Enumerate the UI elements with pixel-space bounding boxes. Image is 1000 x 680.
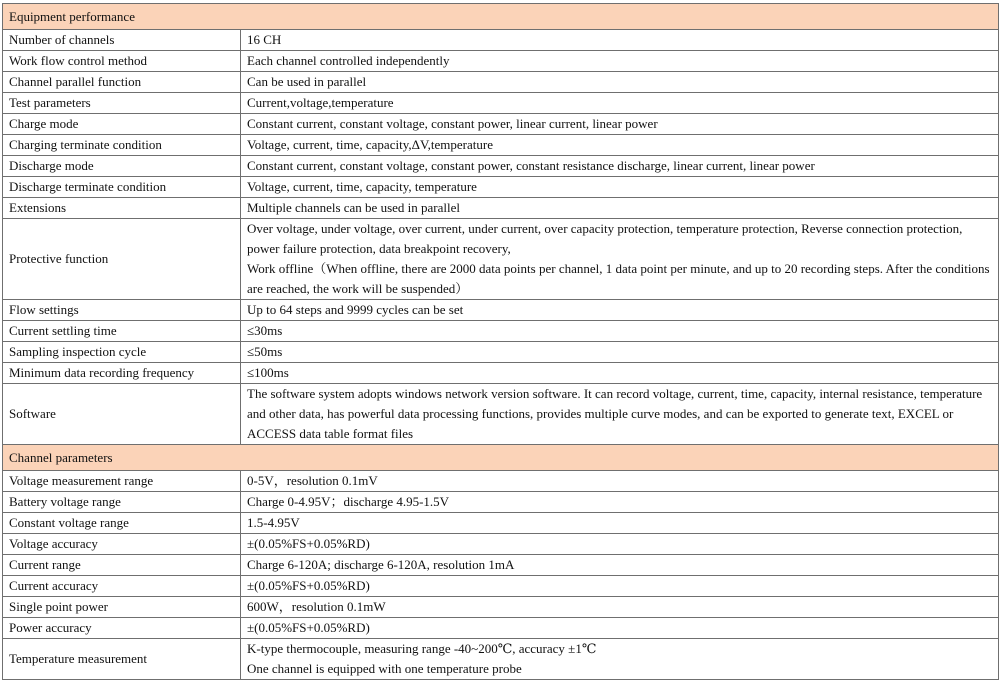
parameter-value: Charge 0-4.95V；discharge 4.95-1.5V <box>241 492 999 513</box>
parameter-value: ±(0.05%FS+0.05%RD) <box>241 618 999 639</box>
table-row <box>3 321 999 342</box>
spec-table <box>2 3 999 680</box>
parameter-label: Current range <box>3 555 241 576</box>
parameter-value: Voltage, current, time, capacity, temperature <box>241 177 999 198</box>
parameter-label: Single point power <box>3 597 241 618</box>
parameter-label: Minimum data recording frequency <box>3 363 241 384</box>
parameter-label: Flow settings <box>3 300 241 321</box>
table-row <box>3 51 999 72</box>
table-row <box>3 597 999 618</box>
parameter-value: ≤50ms <box>241 342 999 363</box>
section-title: Equipment performance <box>3 4 999 30</box>
parameter-label: Temperature measurement <box>3 639 241 680</box>
parameter-label: Discharge mode <box>3 156 241 177</box>
parameter-value: Each channel controlled independently <box>241 51 999 72</box>
parameter-label: Test parameters <box>3 93 241 114</box>
parameter-value: Over voltage, under voltage, over current, under current, over capacity protection, temperature protection, Reverse connection protection, power failure protection, data breakpoint recovery, Work offline（When offline, there are 2000 data points per channel, 1 data point per minute, and up to 20 recording steps. After the conditions are reached, the work will be suspended） <box>241 219 999 300</box>
parameter-value: 600W，resolution 0.1mW <box>241 597 999 618</box>
table-row <box>3 156 999 177</box>
section-header <box>3 4 999 30</box>
table-row <box>3 72 999 93</box>
table-row <box>3 471 999 492</box>
table-row <box>3 219 999 300</box>
parameter-label: Sampling inspection cycle <box>3 342 241 363</box>
spec-table-body <box>3 4 999 680</box>
table-row <box>3 534 999 555</box>
parameter-label: Channel parallel function <box>3 72 241 93</box>
table-row <box>3 198 999 219</box>
parameter-value: ≤100ms <box>241 363 999 384</box>
parameter-label: Battery voltage range <box>3 492 241 513</box>
table-row <box>3 384 999 445</box>
table-row <box>3 30 999 51</box>
parameter-label: Charging terminate condition <box>3 135 241 156</box>
parameter-value: Up to 64 steps and 9999 cycles can be set <box>241 300 999 321</box>
parameter-label: Work flow control method <box>3 51 241 72</box>
table-row <box>3 639 999 680</box>
parameter-label: Software <box>3 384 241 445</box>
table-row <box>3 93 999 114</box>
parameter-label: Charge mode <box>3 114 241 135</box>
parameter-label: Discharge terminate condition <box>3 177 241 198</box>
table-row <box>3 492 999 513</box>
table-row <box>3 342 999 363</box>
table-row <box>3 576 999 597</box>
parameter-label: Extensions <box>3 198 241 219</box>
parameter-value: Multiple channels can be used in parallel <box>241 198 999 219</box>
parameter-label: Voltage accuracy <box>3 534 241 555</box>
table-row <box>3 618 999 639</box>
table-row <box>3 177 999 198</box>
parameter-label: Number of channels <box>3 30 241 51</box>
section-header <box>3 445 999 471</box>
parameter-value: Constant current, constant voltage, constant power, linear current, linear power <box>241 114 999 135</box>
parameter-value: ≤30ms <box>241 321 999 342</box>
parameter-value: 1.5-4.95V <box>241 513 999 534</box>
parameter-value: Current,voltage,temperature <box>241 93 999 114</box>
section-title: Channel parameters <box>3 445 999 471</box>
parameter-value: K-type thermocouple, measuring range -40~200℃, accuracy ±1℃ One channel is equipped with one temperature probe <box>241 639 999 680</box>
table-row <box>3 300 999 321</box>
table-row <box>3 555 999 576</box>
parameter-label: Current accuracy <box>3 576 241 597</box>
parameter-value: 16 CH <box>241 30 999 51</box>
parameter-value: ±(0.05%FS+0.05%RD) <box>241 534 999 555</box>
parameter-value: Can be used in parallel <box>241 72 999 93</box>
table-row <box>3 363 999 384</box>
parameter-value: ±(0.05%FS+0.05%RD) <box>241 576 999 597</box>
table-row <box>3 114 999 135</box>
parameter-value: Constant current, constant voltage, constant power, constant resistance discharge, linear current, linear power <box>241 156 999 177</box>
parameter-value: 0-5V，resolution 0.1mV <box>241 471 999 492</box>
parameter-label: Protective function <box>3 219 241 300</box>
parameter-label: Voltage measurement range <box>3 471 241 492</box>
table-row <box>3 513 999 534</box>
parameter-label: Power accuracy <box>3 618 241 639</box>
parameter-label: Current settling time <box>3 321 241 342</box>
parameter-label: Constant voltage range <box>3 513 241 534</box>
parameter-value: The software system adopts windows network version software. It can record voltage, current, time, capacity, internal resistance, temperature and other data, has powerful data processing functions, provides multiple curve modes, and can be exported to generate text, EXCEL or ACCESS data table format files <box>241 384 999 445</box>
parameter-value: Voltage, current, time, capacity,ΔV,temperature <box>241 135 999 156</box>
parameter-value: Charge 6-120A; discharge 6-120A, resolution 1mA <box>241 555 999 576</box>
table-row <box>3 135 999 156</box>
